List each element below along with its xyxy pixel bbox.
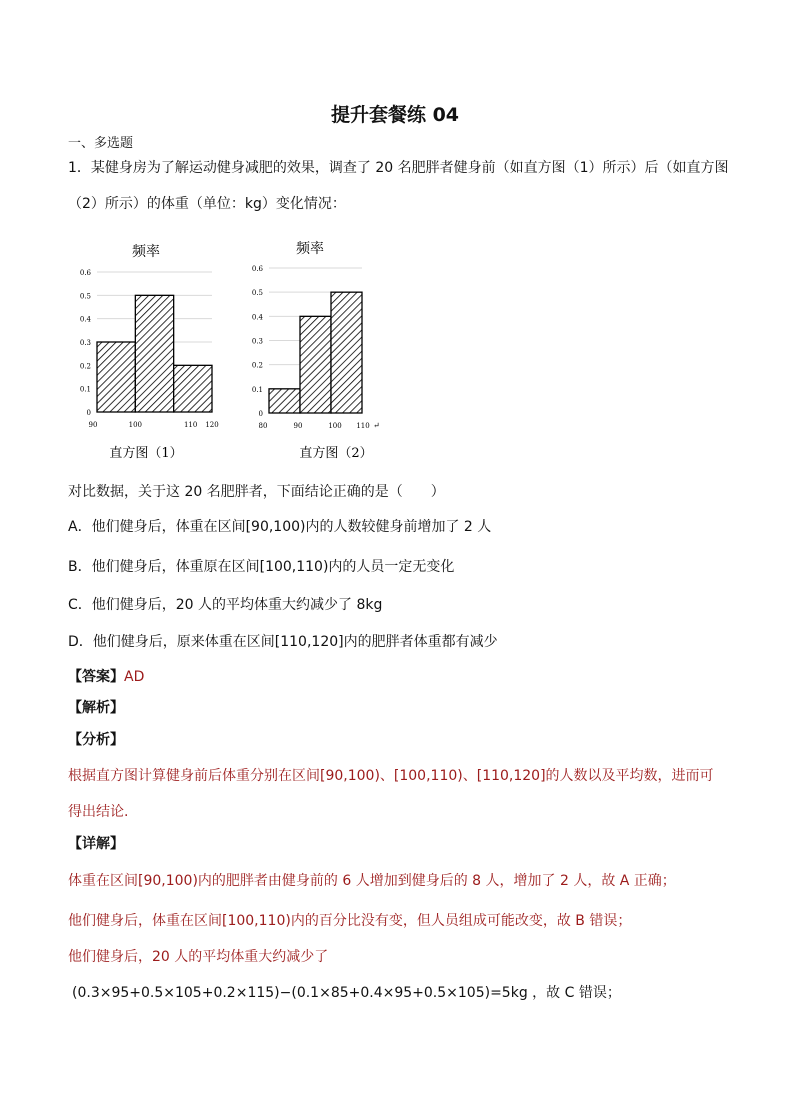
fenxi-line-1: 根据直方图计算健身前后体重分别在区间[90,100)、[100,110)、[110,120]的人数以及平均数，进而可	[68, 768, 714, 784]
x-tick-label: 90	[293, 422, 303, 430]
histogram-2-title: 频率	[296, 241, 324, 257]
histogram-2	[240, 232, 400, 465]
histogram-bar	[331, 292, 362, 413]
x-tick-label: 110	[183, 421, 198, 429]
histogram-1	[60, 235, 230, 465]
histogram-bar	[97, 342, 135, 412]
detail-label: 【详解】	[68, 836, 124, 852]
detail-line-2: 他们健身后，体重在区间[100,110)内的百分比没有变，但人员组成可能改变，故 B 错误；	[68, 913, 632, 929]
histogram-bar	[269, 389, 300, 413]
question-text-line-1: 1．某健身房为了解运动健身减肥的效果，调查了 20 名肥胖者健身前（如直方图（1）所示）后（如直方图	[68, 160, 729, 176]
detail-line-1: 体重在区间[90,100)内的肥胖者由健身前的 6 人增加到健身后的 8 人，增加了 2 人，故 A 正确；	[68, 873, 676, 889]
y-tick-label: 0.5	[251, 289, 263, 298]
answer-label: 【答案】	[68, 669, 124, 685]
y-tick-label: 0.1	[251, 385, 263, 394]
answer-value: AD	[124, 669, 145, 685]
x-tick-label: 100	[128, 421, 143, 429]
fenxi-line-2: 得出结论.	[68, 804, 129, 820]
x-tick-label: 110	[356, 422, 370, 430]
option-c: C．他们健身后，20 人的平均体重大约减少了 8kg	[68, 597, 383, 613]
y-tick-label: 0	[86, 409, 91, 417]
x-tick-label: 80	[258, 422, 268, 430]
histogram-1-caption: 直方图（1）	[109, 446, 183, 461]
y-tick-label: 0.3	[251, 337, 263, 346]
answer-line	[68, 666, 144, 686]
y-tick-label: 0.2	[251, 361, 263, 370]
y-tick-label: 0.4	[251, 313, 263, 322]
y-tick-label: 0.6	[79, 269, 91, 277]
detail-line-4: (0.3×95+0.5×105+0.2×115)−(0.1×85+0.4×95+0.5×105)=5kg ，故 C 错误；	[72, 985, 621, 1001]
option-b: B．他们健身后，体重原在区间[100,110)内的人员一定无变化	[68, 559, 455, 575]
x-tick-label: 100	[328, 422, 342, 430]
option-a: A．他们健身后，体重在区间[90,100)内的人数较健身前增加了 2 人	[68, 519, 492, 535]
detail-line-3: 他们健身后，20 人的平均体重大约减少了	[68, 949, 329, 965]
y-tick-label: 0	[258, 410, 263, 418]
x-tick-label: 120	[205, 421, 219, 429]
y-tick-label: 0.1	[79, 385, 91, 394]
option-d: D．他们健身后，原来体重在区间[110,120]内的肥胖者体重都有减少	[68, 634, 498, 650]
y-tick-label: 0.6	[251, 265, 263, 273]
x-tick-label: 90	[88, 421, 98, 429]
prompt-text: 对比数据，关于这 20 名肥胖者，下面结论正确的是（ ）	[68, 484, 445, 500]
histogram-bar	[174, 365, 212, 412]
y-tick-label: 0.4	[79, 315, 91, 324]
histogram-bar	[300, 316, 331, 413]
y-tick-label: 0.3	[79, 339, 91, 347]
question-text-line-2: （2）所示）的体重（单位：kg）变化情况：	[68, 196, 346, 212]
section-heading: 一、多选题	[68, 136, 134, 151]
y-tick-label: 0.5	[79, 292, 91, 301]
histogram-bar	[135, 295, 173, 412]
fenxi-label: 【分析】	[68, 732, 124, 748]
analysis-label: 【解析】	[68, 700, 124, 716]
y-tick-label: 0.2	[79, 362, 91, 371]
return-mark: ↵	[373, 421, 380, 430]
histogram-1-title: 频率	[132, 244, 160, 260]
histogram-2-caption: 直方图（2）	[299, 446, 373, 461]
page-title: 提升套餐练 04	[330, 104, 460, 126]
